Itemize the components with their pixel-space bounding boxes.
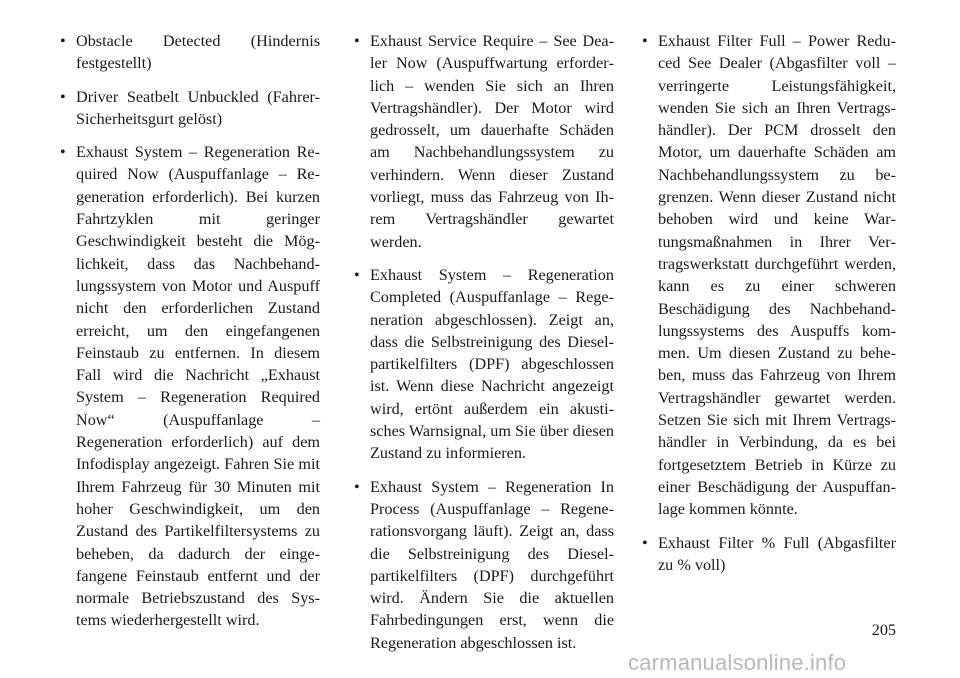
page-number: 205 — [871, 621, 896, 639]
list-item — [352, 476, 614, 654]
list-item — [352, 264, 614, 465]
list-item — [640, 532, 896, 577]
list-item — [58, 30, 320, 75]
bullet-icon: • — [60, 143, 66, 162]
list-item-text: Exhaust System – Regeneration In Process (Auspuffanlage – Regenerationsvorgang läuft). Zeigt an, dass die Selbstreinigung des Dieselpartikelfilters (DPF) durchgeführt wird. Ändern Sie die aktuellen Fahrbedingungen erst, wenn die Regeneration abgeschlossen ist. — [370, 477, 614, 652]
bullet-list-1 — [58, 30, 320, 632]
watermark: carmanualsonline.info — [628, 650, 847, 675]
list-item-text: Exhaust Service Require – See Dealer Now (Auspuffwartung erforderlich – wenden Sie sich an Ihren Vertragshändler). Der Motor wird gedrosselt, um dauerhafte Schäden am Nachbehandlungssystem zu verhindern. Wenn dieser Zustand vorliegt, muss das Fahrzeug von Ihrem Vertragshändler gewartet werden. — [370, 32, 614, 251]
list-item — [58, 86, 320, 131]
text-column-3 — [640, 30, 896, 587]
list-item-text: Exhaust System – Regeneration Required Now (Auspuffanlage – Regeneration erforderlich). Bei kurzen Fahrtzyklen mit geringer Geschwindigkeit besteht die Möglichkeit, dass das Nachbehandlungssystem von Motor und Auspuff nicht den erforderlichen Zustand erreicht, um den eingefangenen Feinstaub zu entfernen. In diesem Fall wird die Nachricht „Exhaust System – Regeneration Required Now“ (Auspuffanlage – Regeneration erforderlich) auf dem Infodisplay angezeigt. Fahren Sie mit Ihrem Fahrzeug für 30 Minuten mit hoher Geschwindigkeit, um den Zustand des Partikelfiltersystems zu beheben, da dadurch der eingefangene Feinstaub entfernt und der normale Betriebszustand des Systems wiederhergestellt wird. — [76, 143, 320, 630]
bullet-list-2 — [352, 30, 614, 654]
bullet-icon: • — [642, 32, 648, 50]
list-item — [640, 30, 896, 521]
list-item — [58, 141, 320, 632]
list-item — [352, 30, 614, 253]
text-column-2 — [352, 30, 614, 665]
text-column-1 — [58, 30, 320, 643]
bullet-icon: • — [60, 32, 66, 50]
list-item-text: Exhaust Filter % Full (Abgasfilter zu % voll) — [658, 533, 896, 574]
bullet-list-3 — [640, 30, 896, 576]
list-item-text: Driver Seatbelt Unbuckled (Fahrer-Sicherheitsgurt gelöst) — [76, 87, 320, 128]
list-item-text: Exhaust Filter Full – Power Reduced See Dealer (Abgasfilter voll – verringerte Leistungsfähigkeit, wenden Sie sich an Ihren Vertragshändler). Der PCM drosselt den Motor, um dauerhafte Schäden am Nachbehandlungssystem zu begrenzen. Wenn dieser Zustand nicht behoben wird und keine Wartungsmaßnahmen in Ihrer Vertragswerkstatt durchgeführt werden, kann es zu einer schweren Beschädigung des Nachbehandlungssystems des Auspuffs kommen. Um diesen Zustand zu beheben, muss das Fahrzeug von Ihrem Vertragshändler gewartet werden. Setzen Sie sich mit Ihrem Vertragshändler in Verbindung, da es bei fortgesetztem Betrieb in Kürze zu einer Beschädigung der Auspuffanlage kommen könnte. — [658, 32, 896, 519]
bullet-icon: • — [60, 87, 66, 106]
list-item-text: Obstacle Detected (Hindernis festgestellt) — [76, 32, 320, 73]
bullet-icon: • — [354, 477, 360, 496]
bullet-icon: • — [642, 533, 648, 552]
bullet-icon: • — [354, 32, 360, 50]
bullet-icon: • — [354, 265, 360, 284]
list-item-text: Exhaust System – Regeneration Completed (Auspuffanlage – Regeneration abgeschlossen). Zeigt an, dass die Selbstreinigung des Dieselpartikelfilters (DPF) abgeschlossen ist. Wenn diese Nachricht angezeigt wird, ertönt außerdem ein akustisches Warnsignal, um Sie über diesen Zustand zu informieren. — [370, 265, 614, 463]
